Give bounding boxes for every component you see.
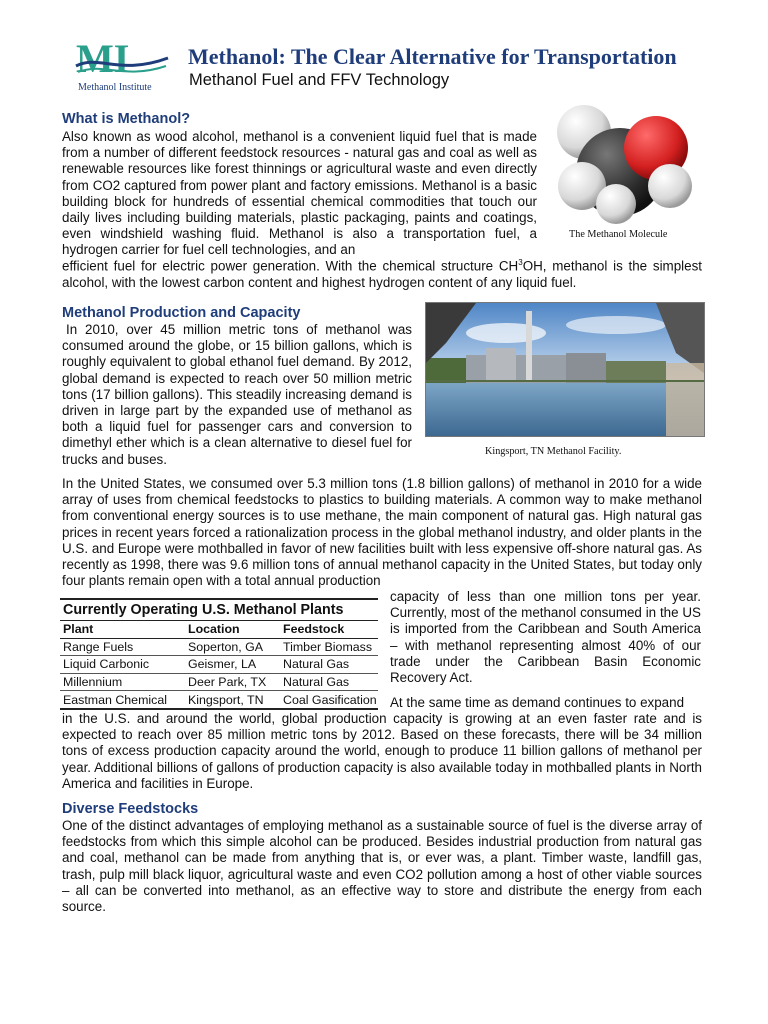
logo-text: Methanol Institute [78, 82, 152, 93]
methanol-molecule-image [548, 104, 698, 226]
section2-paragraph-1: In 2010, over 45 million metric tons of methanol was consumed around the globe, or 15 billion gallons, which is roughly equivalent to global ethanol fuel demand. By 2012, global demand is expected to reach over 50 million metric tons (17 billion gallons). This steadily increasing demand is driven in large part by the expanded use of methanol as both a liquid fuel for passenger cars and conversion to dimethyl ether which is a clean alternative to diesel fuel for trucks and buses. [62, 322, 412, 467]
section2-paragraph-3-side: At the same time as demand continues to expand [390, 695, 685, 710]
table-header-location: Location [185, 621, 280, 638]
logo-letters: MI [76, 36, 130, 81]
section2-paragraph-2-side: capacity of less than one million tons per year. Currently, most of the methanol consumed in the US is imported from the Caribbean and South America – with methanol representing almost 40% of our trade under the Caribbean Basin Economic Recovery Act. [390, 589, 701, 686]
methanol-plants-table [60, 598, 378, 710]
methanol-institute-logo [74, 36, 170, 94]
table-cell: Geismer, LA [185, 656, 280, 674]
kingsport-facility-photo [425, 302, 705, 437]
table-header-feedstock: Feedstock [280, 621, 378, 638]
table-title: Currently Operating U.S. Methanol Plants [60, 598, 378, 621]
table-cell: Deer Park, TX [185, 673, 280, 691]
section1-paragraph-wide: efficient fuel for electric power generation. With the chemical structure $CH^3OH$, methanol is the simplest alcohol, with the lowest carbon content and highest hydrogen content of any liquid fuel. [62, 258, 702, 290]
section2-paragraph-3: in the U.S. and around the world, global production capacity is growing at an even faster rate and is expected to reach over 85 million metric tons by 2012. Based on these forecasts, there will be 34 million tons of excess production capacity around the world, enough to produce 11 billion gallons of methanol per year. Additional billions of gallons of production capacity is also available today in mothballed plants in North America and facilities in Europe. [62, 711, 702, 791]
table-row [60, 673, 378, 691]
table-row [60, 638, 378, 656]
section1-paragraph-narrow: Also known as wood alcohol, methanol is a convenient liquid fuel that is made from a number of different feedstock resources - natural gas and coal as well as renewable resources like forest thinnings or agricultural waste and even directly from CO2 captured from power plant and factory emissions. Methanol is a basic building block for hundreds of essential chemical commodities that touch our daily lives including building materials, plastic packaging, paints and coatings, even windshield washing fluid. Methanol is also a transportation fuel, a hydrogen carrier for fuel cell technologies, and an [62, 129, 537, 258]
page-subtitle: Methanol Fuel and FFV Technology [189, 71, 450, 89]
section-heading-diverse-feedstocks: Diverse Feedstocks [62, 801, 199, 817]
molecule-caption: The Methanol Molecule [569, 229, 668, 240]
section2-paragraph-2: In the United States, we consumed over 5.3 million tons (1.8 billion gallons) of methanol in 2010 for a wide array of uses from chemical feedstocks to plastics to building materials. A common way to make methanol from conventional energy sources is to use methane, the main component of natural gas. High natural gas prices in recent years forced a rationalization process in the global methanol industry, and older plants in the U.S. and Europe were mothballed in favor of new facilities built with less expensive off-shore natural gas. As recently as 1998, there was 9.6 million tons of annual methanol capacity in the United States, but today only four plants remain open with a total annual production [62, 476, 702, 589]
table-cell: Soperton, GA [185, 638, 280, 656]
section3-paragraph: One of the distinct advantages of employing methanol as a sustainable source of fuel is the diverse array of feedstocks from which this simple alcohol can be produced. Besides industrial production from natural gas and coal, methanol can be made from anything that is, or ever was, a plant. Timber waste, landfill gas, trash, pulp mill black liquor, agricultural waste and even CO2 pollution among a host of other viable sources – all can be converted into methanol, as an effective way to store and distribute the energy from each source. [62, 818, 702, 915]
table-cell: Kingsport, TN [185, 691, 280, 709]
table-cell: Millennium [60, 673, 185, 691]
hydrogen-atom [648, 164, 692, 208]
table-cell: Liquid Carbonic [60, 656, 185, 674]
table-row [60, 691, 378, 709]
photo-caption: Kingsport, TN Methanol Facility. [485, 446, 622, 457]
table-header-row [60, 621, 378, 638]
table-cell: Range Fuels [60, 638, 185, 656]
table-cell: Natural Gas [280, 656, 378, 674]
table-cell: Natural Gas [280, 673, 378, 691]
table-cell: Coal Gasification [280, 691, 378, 709]
section-heading-production-capacity: Methanol Production and Capacity [62, 305, 301, 321]
table-cell: Timber Biomass [280, 638, 378, 656]
page-title: Methanol: The Clear Alternative for Transportation [188, 44, 677, 69]
hydrogen-atom [596, 184, 636, 224]
table-cell: Eastman Chemical [60, 691, 185, 709]
table-row [60, 656, 378, 674]
table-header-plant: Plant [60, 621, 185, 638]
section-heading-what-is-methanol: What is Methanol? [62, 111, 191, 127]
